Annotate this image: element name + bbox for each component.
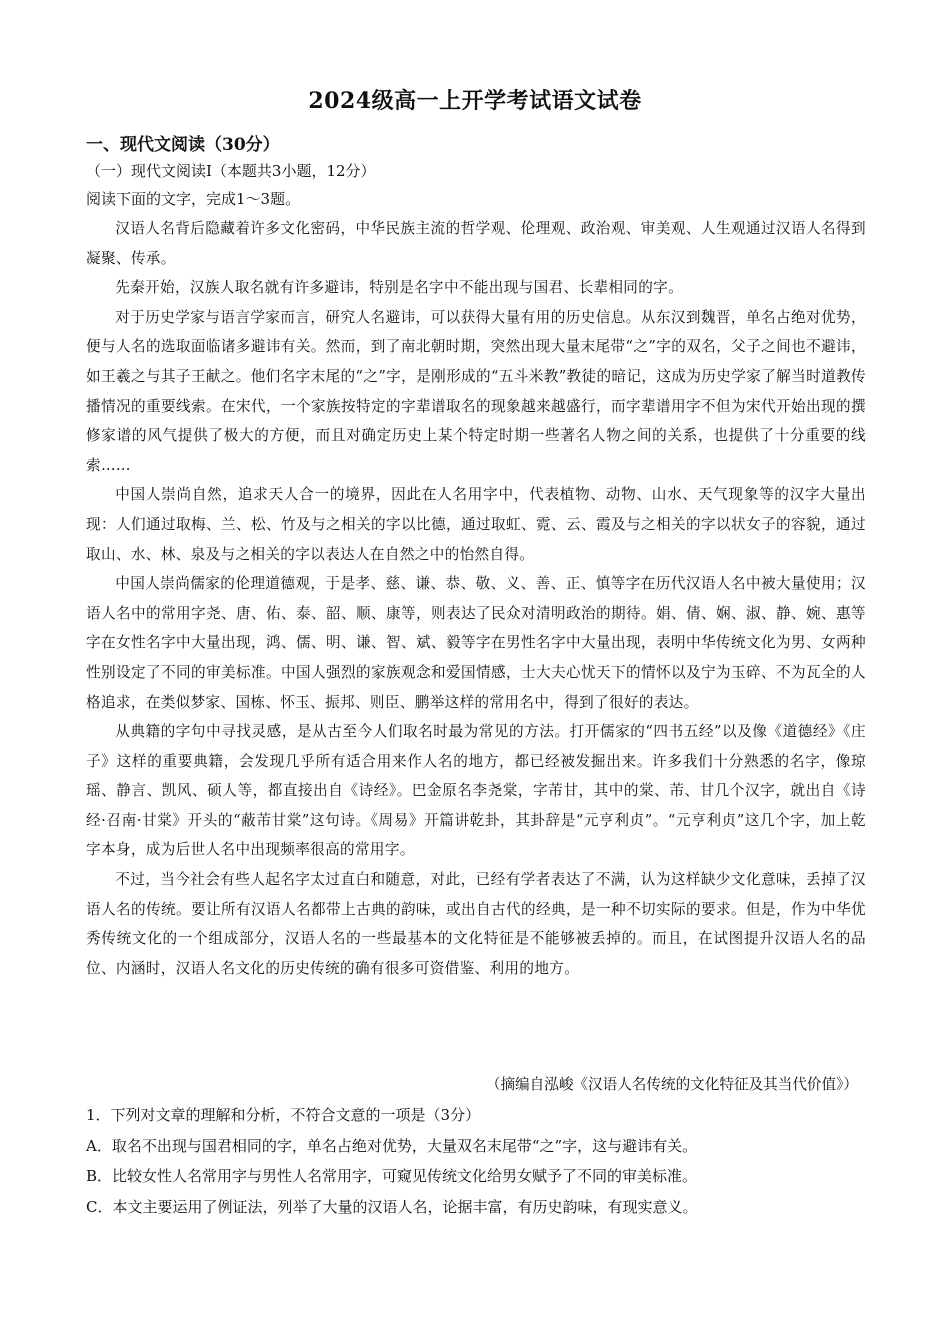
reading-passage — [86, 214, 866, 983]
question-1 — [86, 1100, 876, 1222]
passage-paragraph: 从典籍的字句中寻找灵感，是从古至今人们取名时最为常见的方法。打开儒家的“四书五经”以及像《道德经》《庄子》这样的重要典籍，会发现几乎所有适合用来作人名的地方，都已经被发掘出来。许多我们十分熟悉的名字，像琼瑶、静言、凯风、硕人等，都直接出自《诗经》。巴金原名李尧棠，字芾甘，其中的棠、芾、甘几个汉字，就出自《诗经·召南·甘棠》开头的“蔽芾甘棠”这句诗。《周易》开篇讲乾卦，其卦辞是“元亨利贞”。“元亨利贞”这几个字，加上乾字本身，成为后世人名中出现频率很高的常用字。 — [86, 723, 866, 859]
question-stem: 1．下列对文章的理解和分析，不符合文意的一项是（3分） — [86, 1106, 481, 1124]
option-a: A．取名不出现与国君相同的字，单名占绝对优势，大量双名末尾带“之”字，这与避讳有关。 — [86, 1136, 698, 1155]
page-title: 2024级高一上开学考试语文试卷 — [308, 88, 642, 114]
section-heading: 一、现代文阅读（30分） — [86, 135, 280, 155]
subsection-heading: （一）现代文阅读Ⅰ（本题共3小题，12分） — [86, 162, 376, 180]
passage-paragraph: 不过，当今社会有些人起名字太过直白和随意，对此，已经有学者表达了不满，认为这样缺少文化意味，丢掉了汉语人名的传统。要让所有汉语人名都带上古典的韵味，或出自古代的经典，是一种不切实际的要求。但是，作为中华优秀传统文化的一个组成部分，汉语人名的一些最基本的文化特征是不能够被丢掉的。而且，在试图提升汉语人名的品位、内涵时，汉语人名文化的历史传统的确有很多可资借鉴、利用的地方。 — [86, 871, 866, 977]
passage-paragraph: 汉语人名背后隐藏着许多文化密码，中华民族主流的哲学观、伦理观、政治观、审美观、人生观通过汉语人名得到凝聚、传承。 — [86, 220, 866, 267]
passage-source: （摘编自泓峻《汉语人名传统的文化特征及其当代价值》） — [485, 1076, 858, 1093]
option-b: B．比较女性人名常用字与男性人名常用字，可窥见传统文化给男女赋予了不同的审美标准。 — [86, 1167, 698, 1185]
passage-paragraph: 先秦开始，汉族人取名就有许多避讳，特别是名字中不能出现与国君、长辈相同的字。 — [115, 279, 684, 297]
passage-paragraph: 中国人崇尚儒家的伦理道德观，于是孝、慈、谦、恭、敬、义、善、正、慎等字在历代汉语人名中被大量使用；汉语人名中的常用字尧、唐、佑、泰、韶、顺、康等，则表达了民众对清明政治的期待。娟、倩、娴、淑、静、婉、惠等字在女性名字中大量出现，鸿、儒、明、谦、智、斌、毅等字在男性名字中大量出现，表明中华传统文化为男、女两种性别设定了不同的审美标准。中国人强烈的家族观念和爱国情感，士大夫心忧天下的情怀以及宁为玉碎、不为瓦全的人格追求，在类似梦家、国栋、怀玉、振邦、则臣、鹏举这样的常用名中，得到了很好的表达。 — [86, 575, 866, 711]
passage-paragraph: 中国人崇尚自然，追求天人合一的境界，因此在人名用字中，代表植物、动物、山水、天气现象等的汉字大量出现：人们通过取梅、兰、松、竹及与之相关的字以比德，通过取虹、霓、云、霞及与之相关的字以状女子的容貌，通过取山、水、林、泉及与之相关的字以表达人在自然之中的怡然自得。 — [86, 486, 866, 563]
reading-instruction: 阅读下面的文字，完成1～3题。 — [86, 190, 301, 208]
passage-paragraph: 对于历史学家与语言学家而言，研究人名避讳，可以获得大量有用的历史信息。从东汉到魏晋，单名占绝对优势，便与人名的选取面临诸多避讳有关。然而，到了南北朝时期，突然出现大量末尾带“之”字的双名，父子之间也不避讳，如王羲之与其子王献之。他们名字末尾的“之”字，是刚形成的“五斗米教”教徒的暗记，这成为历史学家了解当时道教传播情况的重要线索。在宋代，一个家族按特定的字辈谱取名的现象越来越盛行，而字辈谱用字不但为宋代开始出现的撰修家谱的风气提供了极大的方便，而且对确定历史上某个特定时期一些著名人物之间的关系，也提供了十分重要的线索…… — [86, 308, 866, 474]
option-c: C．本文主要运用了例证法，列举了大量的汉语人名，论据丰富，有历史韵味，有现实意义。 — [86, 1197, 698, 1216]
